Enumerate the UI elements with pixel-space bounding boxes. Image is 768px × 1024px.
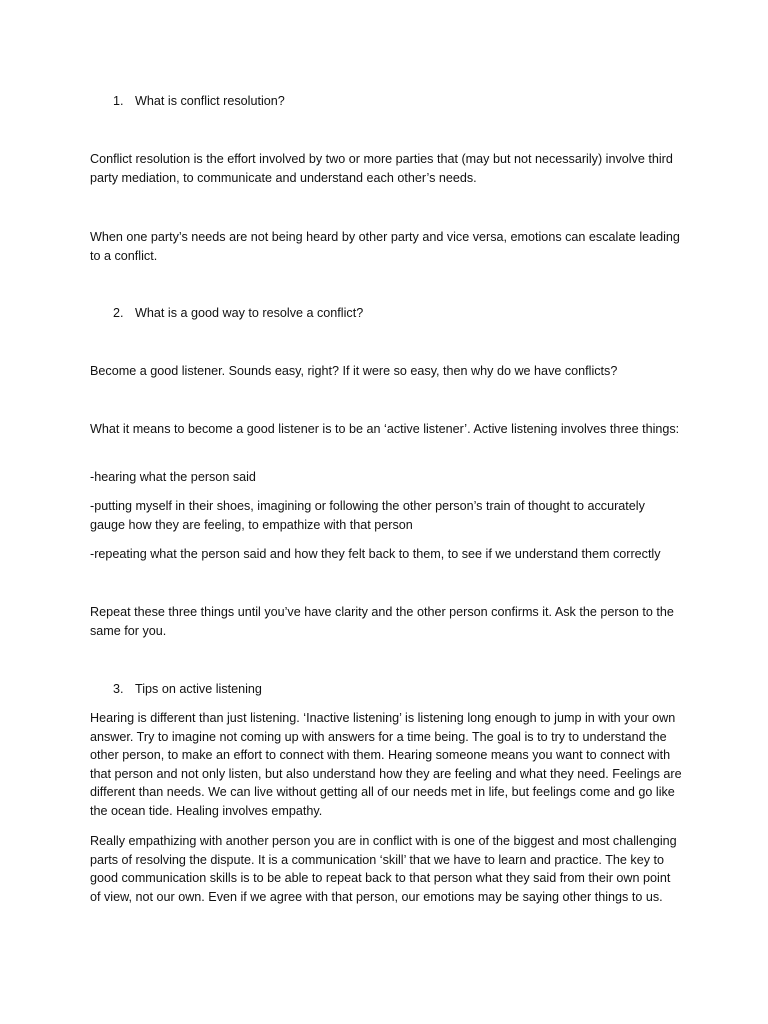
section-2-title: What is a good way to resolve a conflict? — [135, 306, 364, 320]
section-1-paragraph-1: Conflict resolution is the effort involved by two or more parties that (may but not necessarily) involve third party mediation, to communicate and understand each other’s needs. — [90, 152, 673, 185]
section-3-number: 3. — [113, 682, 124, 696]
section-1-paragraph-2: When one party’s needs are not being heard by other party and vice versa, emotions can escalate leading to a conflict. — [90, 230, 680, 263]
section-2-paragraph-2: What it means to become a good listener is to be an ‘active listener’. Active listening involves three things: — [90, 422, 680, 436]
section-1-heading — [113, 92, 673, 111]
section-1-title: What is conflict resolution? — [135, 94, 285, 108]
section-2-paragraph-1: Become a good listener. Sounds easy, right? If it were so easy, then why do we have conflicts? — [90, 364, 618, 378]
section-3-paragraph-1: Hearing is different than just listening. ‘Inactive listening’ is listening long enough to jump in with your own answer. Try to imagine not coming up with answers for a time being. The goal is to try to understand the other person, to make an effort to connect with them. Hearing someone means you want to connect with that person and not only listen, but also understand how they are feeling and what they need. Feelings are different than needs. We can live without getting all of our needs met in life, but feelings come and go like the ocean tide. Healing involves empathy. — [90, 711, 682, 818]
section-2-heading — [113, 304, 673, 323]
section-2-paragraph-3: Repeat these three things until you’ve have clarity and the other person confirms it. Ask the person to the same for you. — [90, 605, 674, 638]
section-2-list-item-3: -repeating what the person said and how they felt back to them, to see if we understand them correctly — [90, 547, 661, 561]
section-2-list-item-2: -putting myself in their shoes, imagining or following the other person’s train of thought to accurately gauge how they are feeling, to empathize with that person — [90, 499, 645, 532]
section-3-title: Tips on active listening — [135, 682, 262, 696]
section-3-paragraph-2: Really empathizing with another person you are in conflict with is one of the biggest and most challenging parts of resolving the dispute. It is a communication ‘skill’ that we have to learn and practice. The key to good communication skills is to be able to repeat back to that person what they said from their own point of view, not our own. Even if we agree with that person, our emotions may be saying other things to us. — [90, 834, 677, 904]
section-1-number: 1. — [113, 94, 124, 108]
section-3-heading — [113, 680, 673, 699]
section-2-list-item-1: -hearing what the person said — [90, 470, 256, 484]
section-2-number: 2. — [113, 306, 124, 320]
